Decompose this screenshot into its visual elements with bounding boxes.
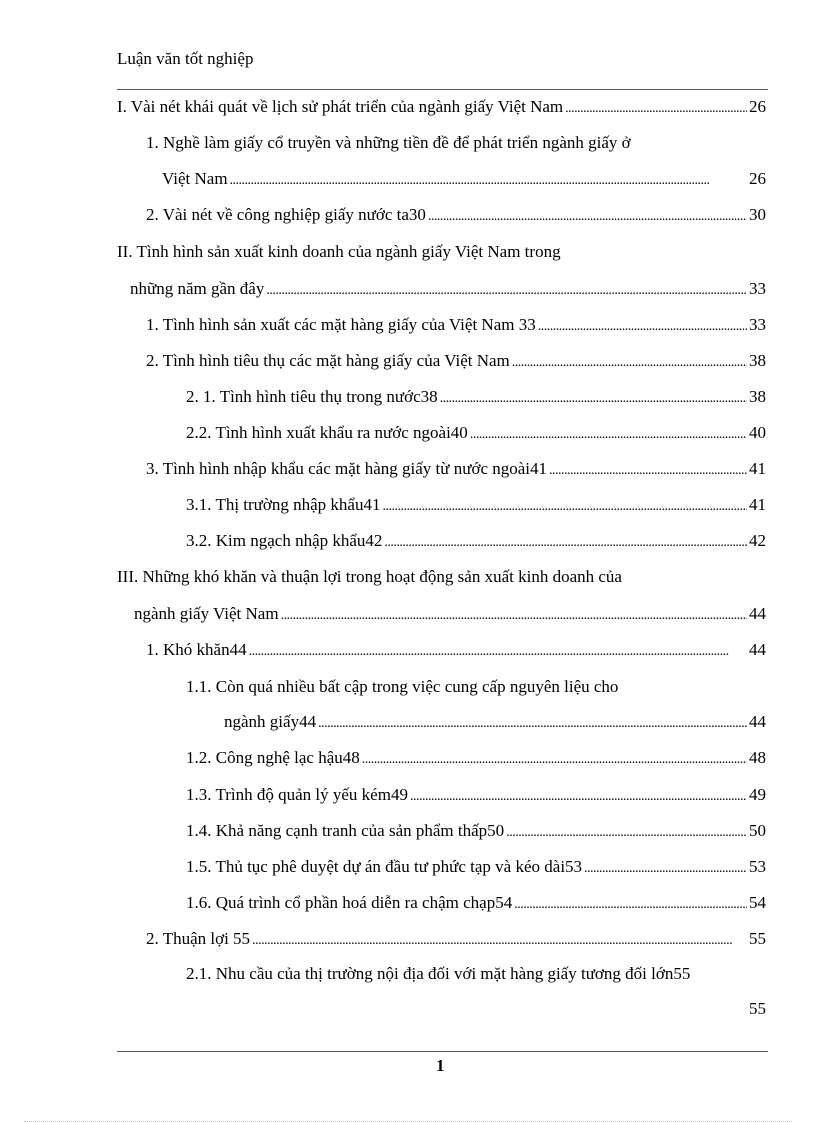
toc-entry-text: 2.2. Tình hình xuất khẩu ra nước ngoài40 (186, 423, 468, 442)
toc-entry-text: những năm gần đây (130, 279, 265, 298)
toc-entry-text: 3.1. Thị trường nhập khẩu41 (186, 495, 381, 514)
toc-entry[interactable] (146, 350, 766, 374)
toc-entry-page: 38 (749, 351, 766, 370)
toc-entry-page: 44 (749, 640, 766, 659)
header-title: Luận văn tốt nghiệp (117, 49, 254, 68)
toc-entry-page: 44 (749, 604, 766, 623)
toc-leader (318, 711, 747, 735)
toc-entry-text[interactable]: 1. Nghề làm giấy cổ truyền và những tiền đề để phát triển ngành giấy ở (146, 133, 631, 152)
toc-entry-page: 48 (749, 748, 766, 767)
toc-entry[interactable] (130, 278, 766, 302)
toc-entry-text: 3. Tình hình nhập khẩu các mặt hàng giấy từ nước ngoài41 (146, 459, 548, 478)
toc-entry-text: 2. Tình hình tiêu thụ các mặt hàng giấy của Việt Nam (146, 351, 510, 370)
toc-entry-page: 55 (749, 929, 766, 948)
toc-entry-page: 53 (749, 857, 766, 876)
toc-entry-text[interactable]: 1.1. Còn quá nhiều bất cập trong việc cung cấp nguyên liệu cho (186, 677, 619, 696)
toc-entry[interactable] (186, 747, 766, 771)
toc-leader (410, 784, 747, 808)
toc-entry-page: 50 (749, 821, 766, 840)
page-edge (24, 1121, 792, 1122)
toc-entry[interactable] (146, 458, 766, 482)
toc-leader (249, 639, 747, 663)
toc-entry-text: 1. Khó khăn44 (146, 640, 247, 659)
toc-leader (428, 204, 747, 228)
toc-entry[interactable] (186, 422, 766, 446)
toc-entry[interactable] (224, 711, 766, 735)
toc-entry[interactable] (186, 892, 766, 916)
toc-leader (362, 747, 747, 771)
toc-entry-page: 40 (749, 423, 766, 442)
toc-entry-text: 2. Thuận lợi 55 (146, 929, 251, 948)
toc-entry[interactable] (186, 530, 766, 554)
toc-entry[interactable] (162, 168, 766, 192)
toc-entry-page: 33 (749, 279, 766, 298)
toc-leader (506, 820, 747, 844)
toc-leader (565, 96, 747, 120)
toc-leader (584, 856, 747, 880)
toc-entry-text: I. Vài nét khái quát về lịch sử phát triển của ngành giấy Việt Nam (117, 97, 564, 116)
toc-entry-page: 44 (749, 712, 766, 731)
toc-leader (538, 314, 747, 338)
toc-entry[interactable] (117, 96, 766, 120)
toc-entry[interactable] (186, 386, 766, 410)
toc-entry[interactable] (146, 928, 766, 952)
toc-entry-page: 55 (749, 999, 766, 1018)
toc-entry-text: ngành giấy44 (224, 712, 317, 731)
toc-entry-text[interactable]: 2.1. Nhu cầu của thị trường nội địa đối với mặt hàng giấy tương đối lớn55 (186, 964, 691, 983)
toc-leader (230, 168, 747, 192)
toc-entry-text: 1.6. Quá trình cổ phần hoá diễn ra chậm chạp54 (186, 893, 513, 912)
toc-entry-text: Việt Nam (162, 169, 228, 188)
toc-entry[interactable] (186, 820, 766, 844)
toc-entry[interactable] (186, 494, 766, 518)
toc-leader (252, 928, 747, 952)
toc-entry-page: 41 (749, 459, 766, 478)
toc-entry-text: 2. 1. Tình hình tiêu thụ trong nước38 (186, 387, 438, 406)
toc-entry-page: 49 (749, 785, 766, 804)
toc-leader (440, 386, 747, 410)
toc-entry-text: 1. Tình hình sản xuất các mặt hàng giấy của Việt Nam 33 (146, 315, 536, 334)
toc-entry-text[interactable]: II. Tình hình sản xuất kinh doanh của ngành giấy Việt Nam trong (117, 242, 561, 261)
toc-entry-text: 1.4. Khả năng cạnh tranh của sản phẩm thấp50 (186, 821, 505, 840)
header-rule (117, 89, 768, 90)
footer-rule (117, 1051, 768, 1052)
toc-leader (382, 494, 747, 518)
toc-entry-text: 1.5. Thủ tục phê duyệt dự án đầu tư phức tạp và kéo dài53 (186, 857, 583, 876)
toc-entry[interactable] (186, 856, 766, 880)
toc-entry-page: 54 (749, 893, 766, 912)
toc-entry-page: 42 (749, 531, 766, 550)
toc-entry[interactable] (146, 204, 766, 228)
toc-entry-page: 38 (749, 387, 766, 406)
toc-entry-text: ngành giấy Việt Nam (134, 604, 279, 623)
toc-leader (281, 603, 747, 627)
toc-entry[interactable] (146, 314, 766, 338)
toc-entry-text: 3.2. Kim ngạch nhập khẩu42 (186, 531, 383, 550)
toc-entry-text[interactable]: III. Những khó khăn và thuận lợi trong hoạt động sản xuất kinh doanh của (117, 567, 622, 586)
toc-leader (514, 892, 747, 916)
toc-leader (266, 278, 747, 302)
toc-entry-page: 33 (749, 315, 766, 334)
toc-entry[interactable] (146, 639, 766, 663)
toc-entry-text: 2. Vài nét về công nghiệp giấy nước ta30 (146, 205, 426, 224)
toc-entry-page: 41 (749, 495, 766, 514)
toc-leader (549, 458, 747, 482)
toc-entry-text: 1.2. Công nghệ lạc hậu48 (186, 748, 360, 767)
toc-entry[interactable] (186, 784, 766, 808)
toc-leader (512, 350, 747, 374)
toc-entry[interactable] (134, 603, 766, 627)
toc-leader (470, 422, 747, 446)
toc-leader (384, 530, 747, 554)
toc-entry-text: 1.3. Trình độ quản lý yếu kém49 (186, 785, 408, 804)
toc-entry-page: 26 (749, 97, 766, 116)
page-number: 1 (436, 1056, 445, 1075)
toc-entry-page: 30 (749, 205, 766, 224)
toc-entry-page: 26 (749, 169, 766, 188)
